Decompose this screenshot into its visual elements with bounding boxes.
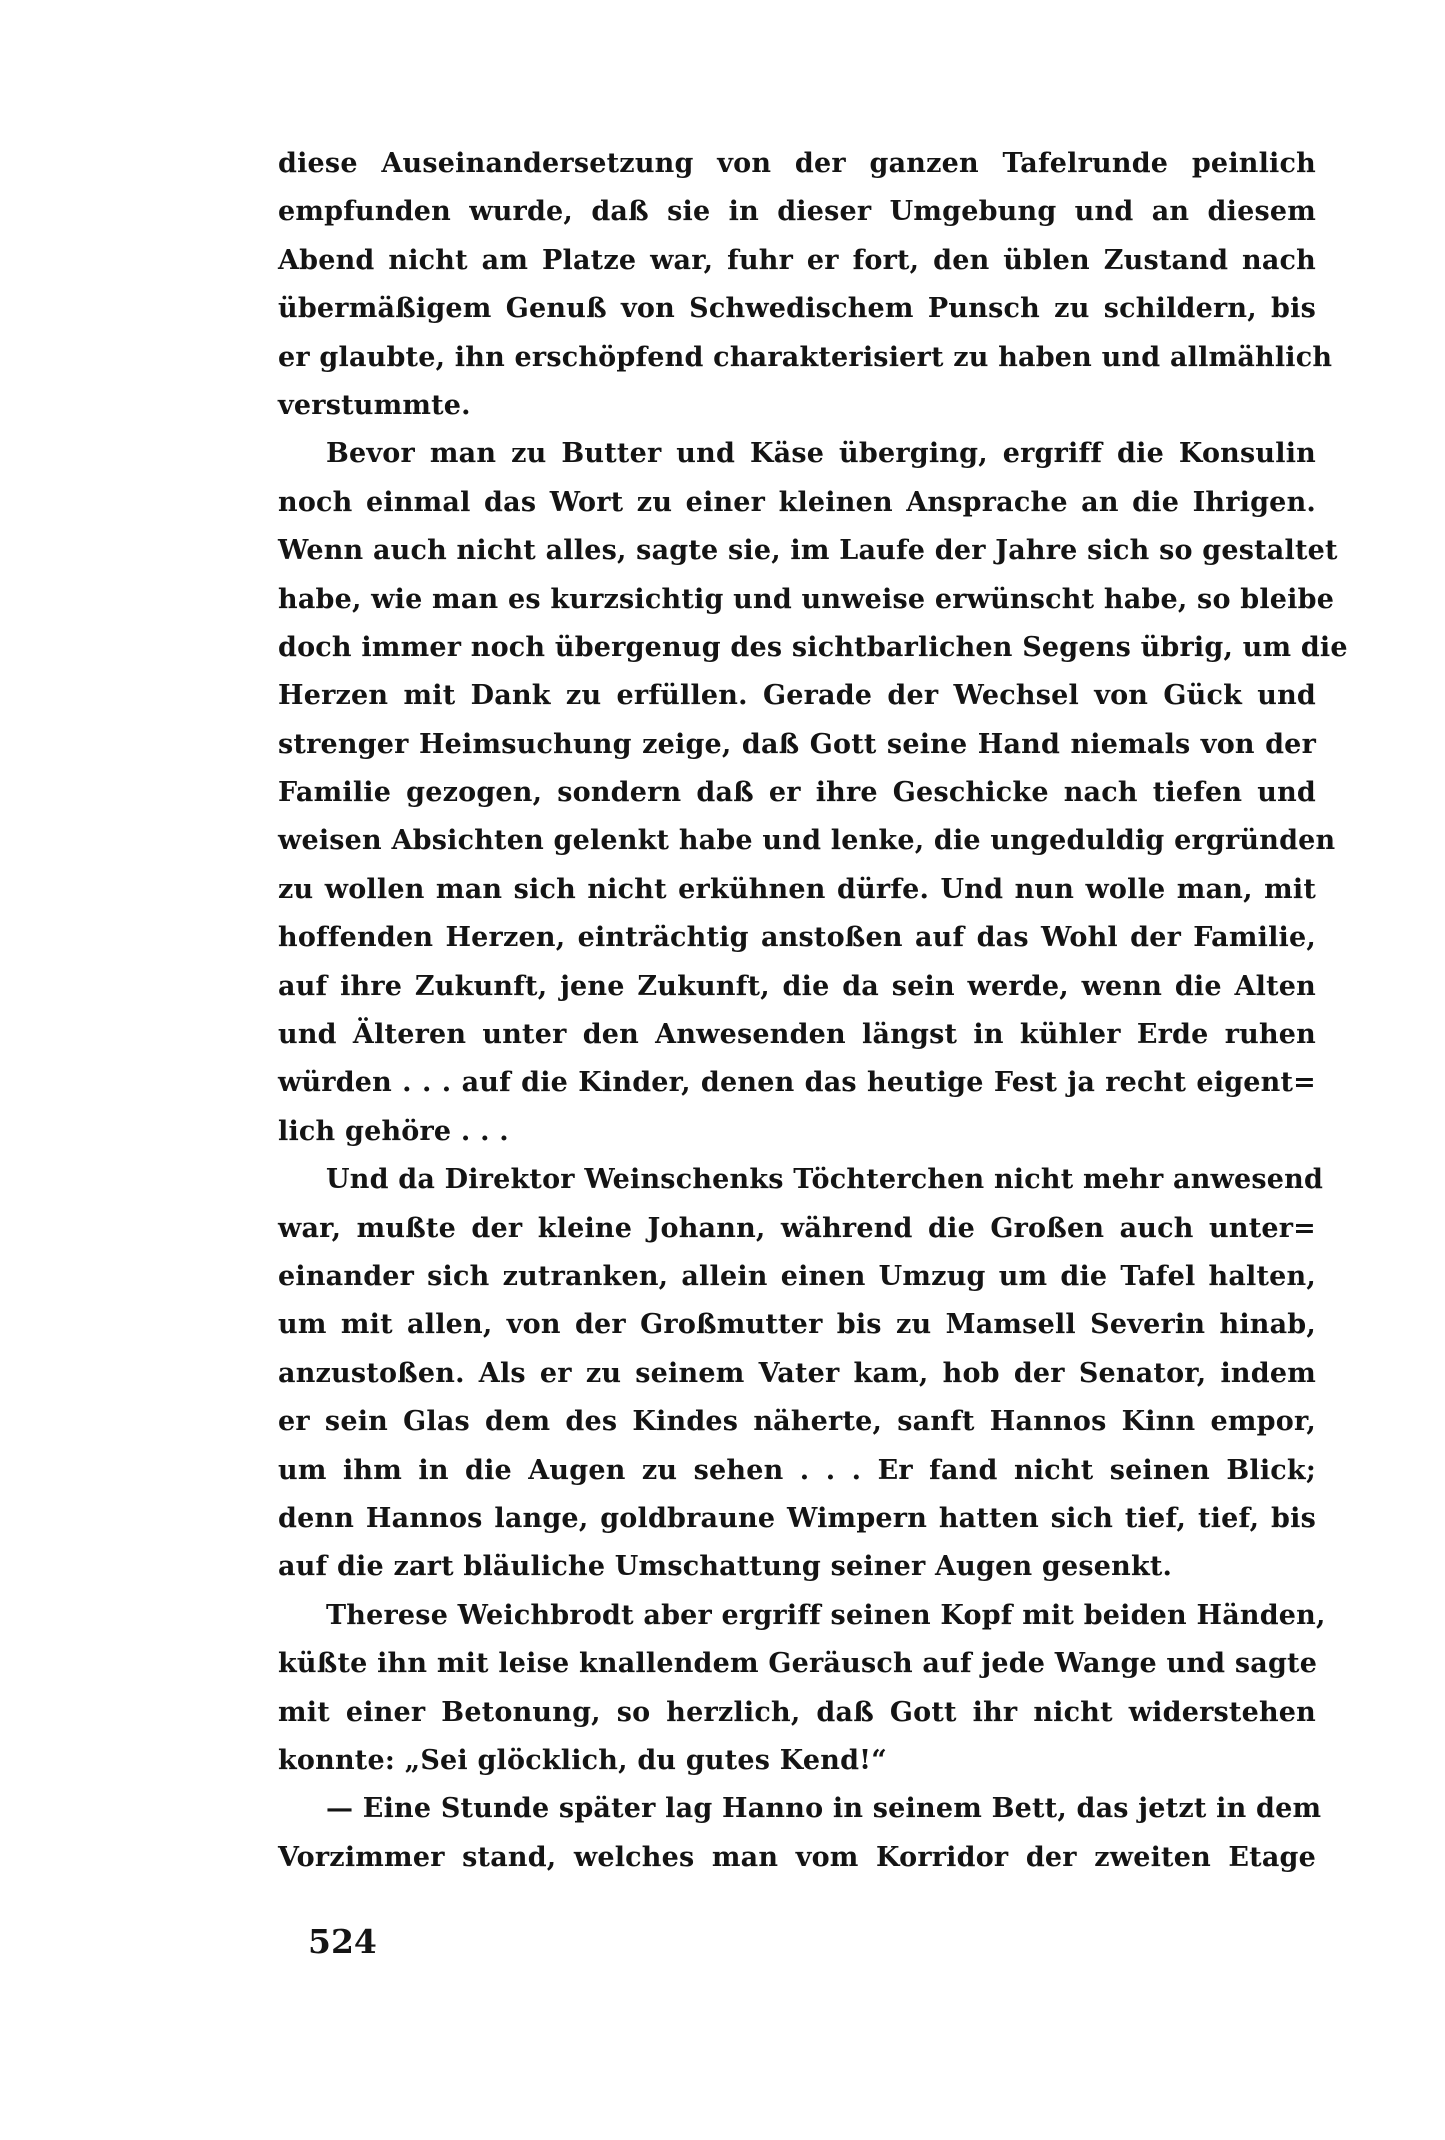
text-line: auf die zart bläuliche Umschattung seiner Augen gesenkt. [278, 1551, 1173, 1583]
text-line: habe, wie man es kurzsichtig und unweise erwünscht habe, so bleibe [278, 583, 1335, 615]
text-line: er glaubte, ihn erschöpfend charakterisiert zu haben und allmählich [278, 341, 1333, 373]
text-line: Vorzimmer stand, welches man vom Korridor der zweiten Etage [278, 1841, 1316, 1873]
text-line: doch immer noch übergenug des sichtbarlichen Segens übrig, um die [278, 631, 1348, 663]
text-line: hoffenden Herzen, einträchtig anstoßen auf das Wohl der Familie, [278, 922, 1316, 954]
page-number: 524 [308, 1922, 377, 1961]
text-line: war, mußte der kleine Johann, während die Großen auch unter= [278, 1212, 1316, 1244]
text-line: diese Auseinandersetzung von der ganzen Tafelrunde peinlich [278, 148, 1316, 179]
text-line: — Eine Stunde später lag Hanno in seinem Bett, das jetzt in dem [326, 1793, 1322, 1825]
text-line: Herzen mit Dank zu erfüllen. Gerade der Wechsel von Gück und [278, 680, 1316, 712]
text-block [278, 140, 1348, 1882]
text-line: Und da Direktor Weinschenks Töchterchen nicht mehr anwesend [326, 1164, 1324, 1196]
text-line: weisen Absichten gelenkt habe und lenke, die ungeduldig ergründen [278, 825, 1336, 857]
text-line: um ihm in die Augen zu sehen . . . Er fand nicht seinen Blick; [278, 1454, 1316, 1486]
text-line: er sein Glas dem des Kindes näherte, sanft Hannos Kinn empor, [278, 1406, 1316, 1438]
text-line: Wenn auch nicht alles, sagte sie, im Laufe der Jahre sich so gestaltet [278, 535, 1338, 567]
text-line: einander sich zutranken, allein einen Umzug um die Tafel halten, [278, 1260, 1316, 1292]
text-line: noch einmal das Wort zu einer kleinen Ansprache an die Ihrigen. [278, 486, 1316, 518]
text-line: küßte ihn mit leise knallendem Geräusch auf jede Wange und sagte [278, 1648, 1318, 1680]
text-line: empfunden wurde, daß sie in dieser Umgebung und an diesem [278, 196, 1316, 228]
text-line: strenger Heimsuchung zeige, daß Gott seine Hand niemals von der [278, 728, 1316, 760]
text-line: mit einer Betonung, so herzlich, daß Gott ihr nicht widerstehen [278, 1696, 1316, 1728]
text-line: und Älteren unter den Anwesenden längst in kühler Erde ruhen [278, 1019, 1316, 1051]
text-line: verstummte. [278, 389, 471, 421]
text-line: Abend nicht am Platze war, fuhr er fort, den üblen Zustand nach [278, 244, 1316, 276]
text-line: würden . . . auf die Kinder, denen das heutige Fest ja recht eigent= [278, 1067, 1316, 1099]
text-line: anzustoßen. Als er zu seinem Vater kam, hob der Senator, indem [278, 1357, 1316, 1389]
text-line: übermäßigem Genuß von Schwedischem Punsch zu schildern, bis [278, 293, 1316, 325]
text-line: Bevor man zu Butter und Käse überging, ergriff die Konsulin [326, 438, 1316, 470]
text-line: Familie gezogen, sondern daß er ihre Geschicke nach tiefen und [278, 777, 1316, 809]
text-line: Therese Weichbrodt aber ergriff seinen Kopf mit beiden Händen, [326, 1599, 1326, 1631]
text-line: zu wollen man sich nicht erkühnen dürfe. Und nun wolle man, mit [278, 873, 1316, 905]
text-line: denn Hannos lange, goldbraune Wimpern hatten sich tief, tief, bis [278, 1502, 1316, 1534]
text-line: auf ihre Zukunft, jene Zukunft, die da sein werde, wenn die Alten [278, 970, 1316, 1002]
text-line: um mit allen, von der Großmutter bis zu Mamsell Severin hinab, [278, 1309, 1316, 1341]
text-line: konnte: „Sei glöcklich, du gutes Kend!“ [278, 1744, 887, 1776]
text-line: lich gehöre . . . [278, 1115, 509, 1147]
